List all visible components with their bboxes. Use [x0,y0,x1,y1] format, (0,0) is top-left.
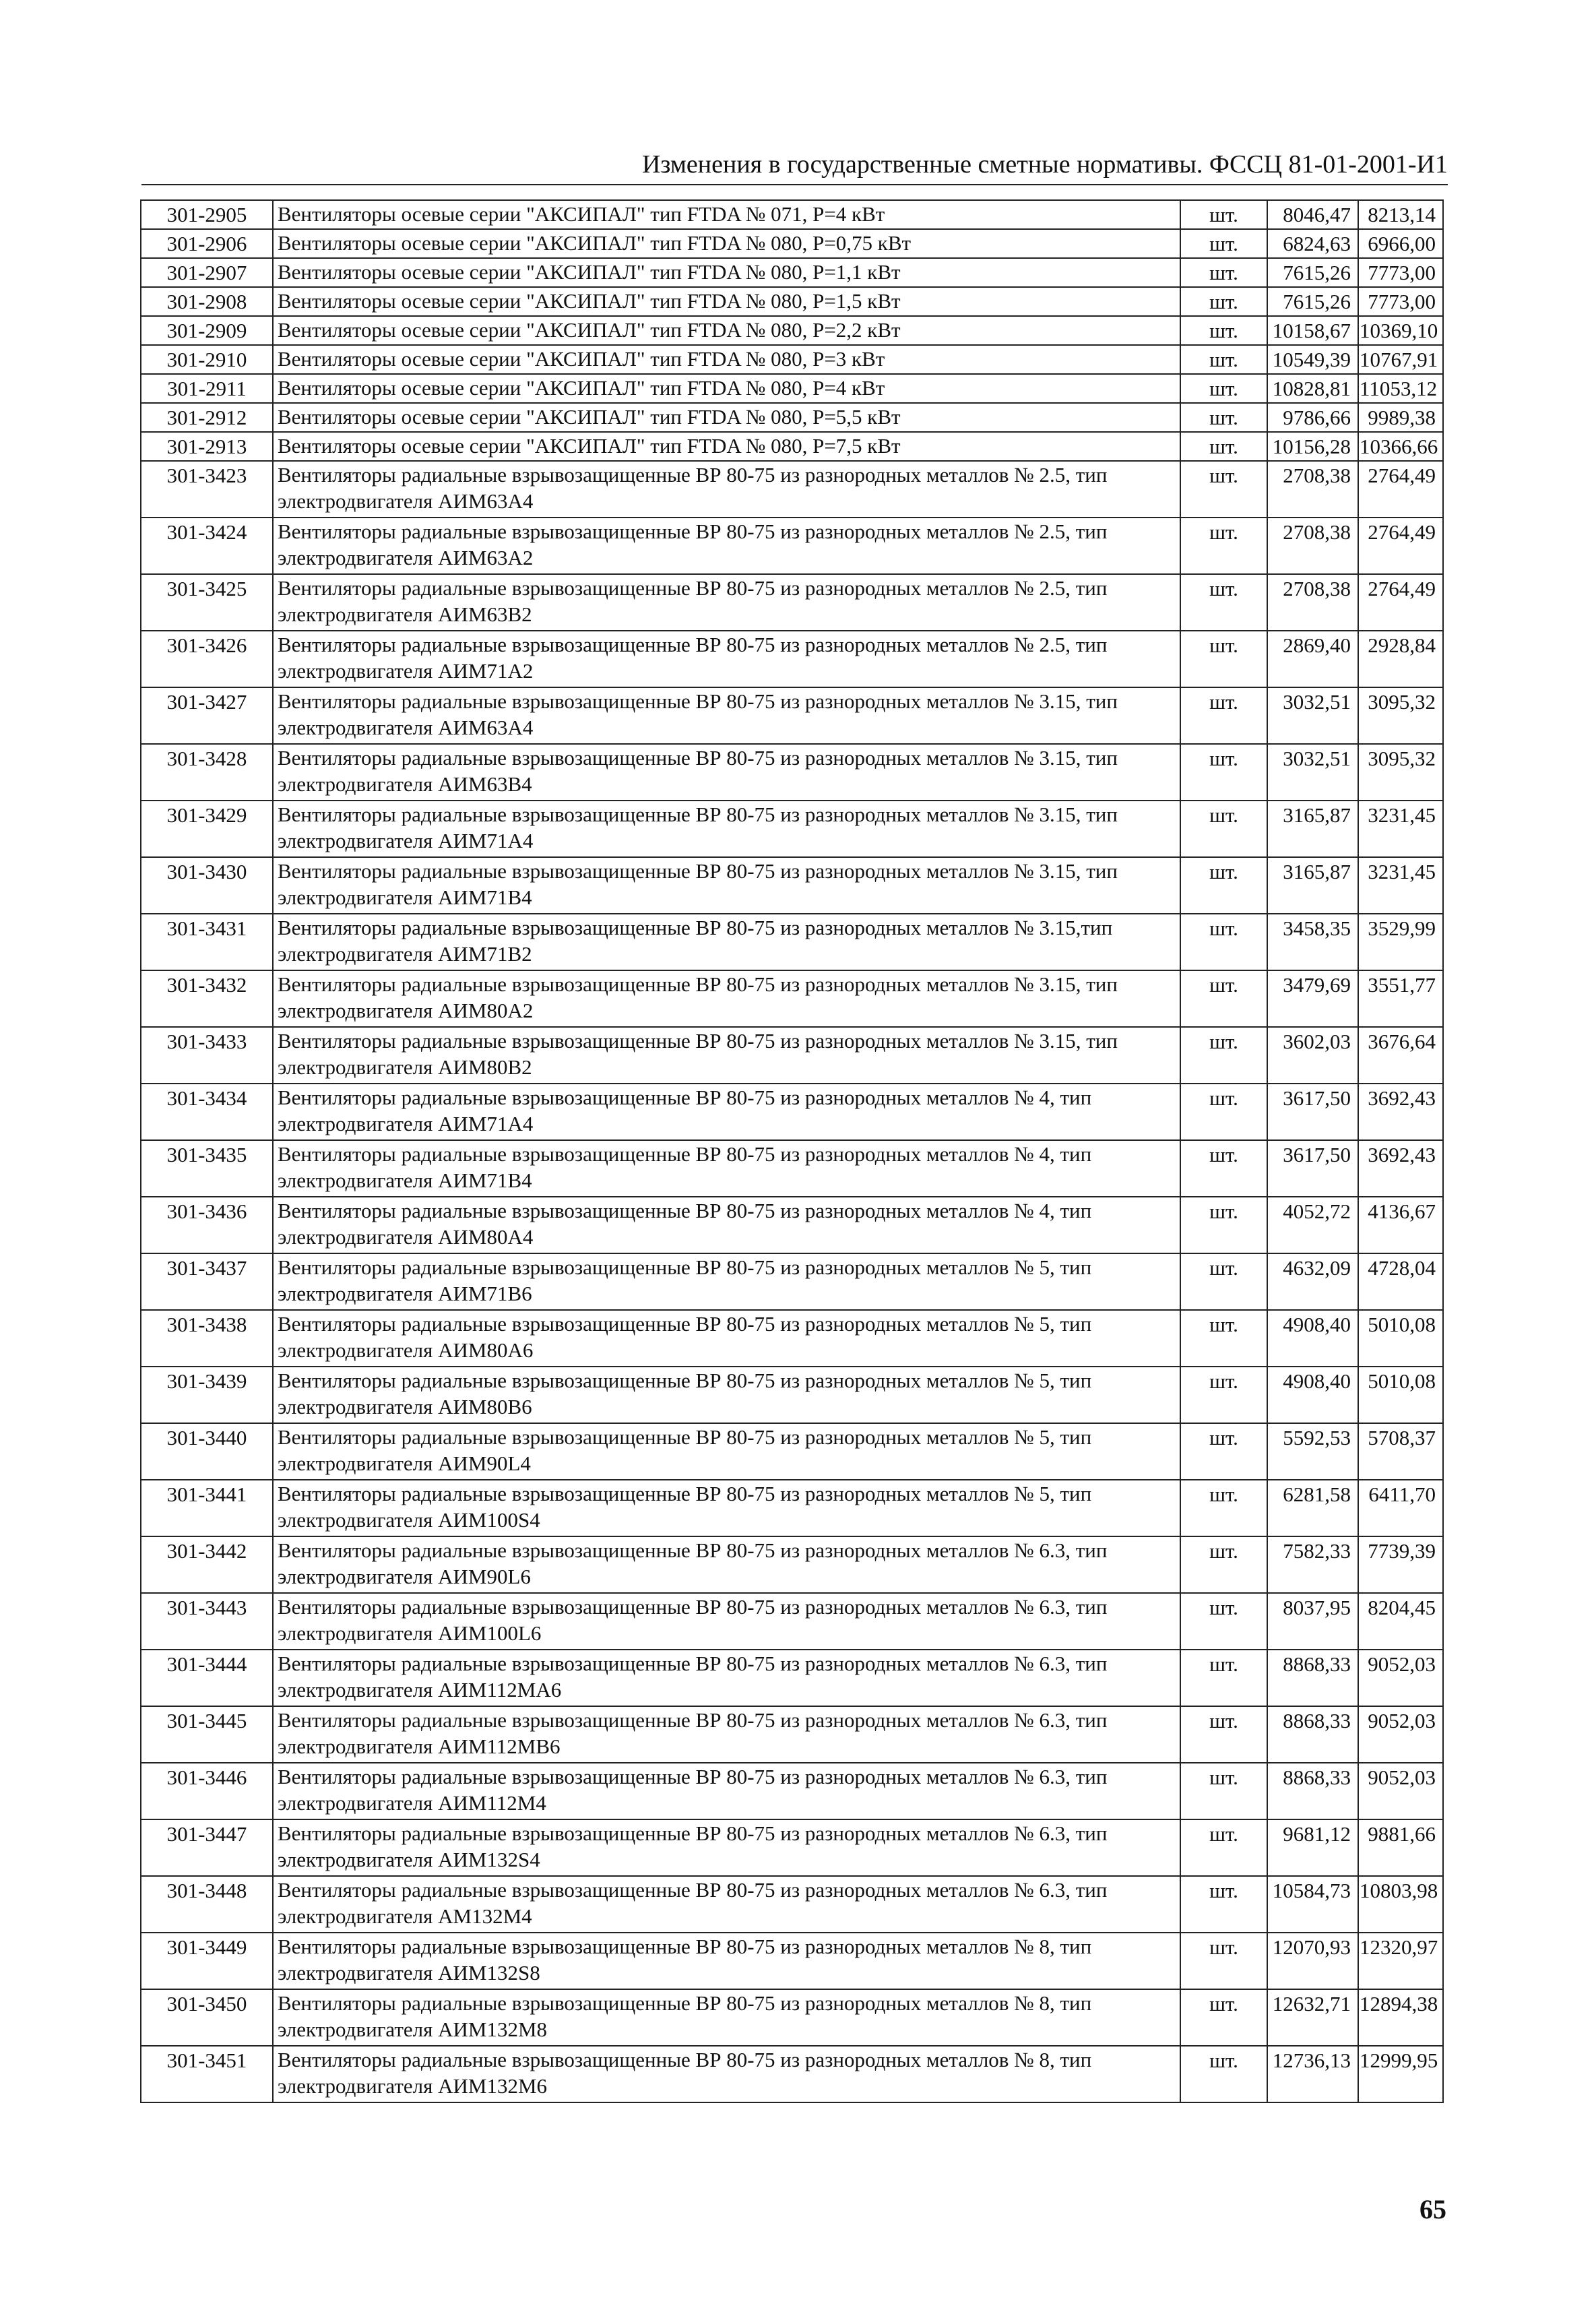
resource-name-cell: Вентиляторы радиальные взрывозащищенные ВР 80-75 из разнородных металлов № 6.3, тип электродвигателя АИМ132S4 [273,1819,1180,1876]
price-cell: 3095,32 [1358,744,1443,801]
price-cell: 9052,03 [1358,1706,1443,1763]
resource-code-cell: 301-2905 [141,200,273,229]
unit-cell: шт. [1180,631,1267,687]
resource-name-cell: Вентиляторы осевые серии "АКСИПАЛ" тип FTDA № 080, P=2,2 кВт [273,316,1180,345]
table-row [141,345,1443,374]
resource-name-cell: Вентиляторы радиальные взрывозащищенные ВР 80-75 из разнородных металлов № 6.3, тип электродвигателя АИМ112МВ6 [273,1706,1180,1763]
table-row [141,287,1443,316]
resource-name-cell: Вентиляторы радиальные взрывозащищенные ВР 80-75 из разнородных металлов № 3.15, тип электродвигателя АИМ80А2 [273,970,1180,1027]
unit-cell: шт. [1180,1310,1267,1367]
unit-cell: шт. [1180,374,1267,403]
unit-cell: шт. [1180,229,1267,258]
resource-code-cell: 301-3449 [141,1933,273,1989]
price-cell: 10156,28 [1267,432,1358,461]
table-row [141,1140,1443,1197]
resource-code-cell: 301-3432 [141,970,273,1027]
resource-name-cell: Вентиляторы осевые серии "АКСИПАЛ" тип FTDA № 071, P=4 кВт [273,200,1180,229]
price-cell: 12999,95 [1358,2046,1443,2102]
price-cell: 10767,91 [1358,345,1443,374]
unit-cell: шт. [1180,1650,1267,1706]
price-cell: 8213,14 [1358,200,1443,229]
resource-code-cell: 301-3433 [141,1027,273,1084]
price-cell: 4728,04 [1358,1253,1443,1310]
resource-code-cell: 301-3443 [141,1593,273,1650]
price-cell: 3617,50 [1267,1084,1358,1140]
table-row [141,1876,1443,1933]
price-cell: 2764,49 [1358,574,1443,631]
price-table-body [141,200,1443,2102]
price-cell: 9786,66 [1267,403,1358,432]
table-row [141,1027,1443,1084]
table-row [141,1084,1443,1140]
resource-name-cell: Вентиляторы радиальные взрывозащищенные ВР 80-75 из разнородных металлов № 5, тип электродвигателя АИМ80В6 [273,1367,1180,1423]
table-row [141,970,1443,1027]
resource-name-cell: Вентиляторы осевые серии "АКСИПАЛ" тип FTDA № 080, P=5,5 кВт [273,403,1180,432]
resource-name-cell: Вентиляторы радиальные взрывозащищенные ВР 80-75 из разнородных металлов № 5, тип электродвигателя АИМ100S4 [273,1480,1180,1536]
unit-cell: шт. [1180,801,1267,857]
price-cell: 6411,70 [1358,1480,1443,1536]
table-row [141,1763,1443,1819]
table-row [141,1480,1443,1536]
price-cell: 10158,67 [1267,316,1358,345]
price-cell: 12632,71 [1267,1989,1358,2046]
resource-code-cell: 301-3451 [141,2046,273,2102]
price-cell: 3617,50 [1267,1140,1358,1197]
resource-code-cell: 301-3445 [141,1706,273,1763]
table-row [141,461,1443,518]
price-cell: 5010,08 [1358,1367,1443,1423]
price-cell: 4136,67 [1358,1197,1443,1253]
unit-cell: шт. [1180,1027,1267,1084]
price-cell: 3165,87 [1267,857,1358,914]
price-cell: 11053,12 [1358,374,1443,403]
price-cell: 7773,00 [1358,258,1443,287]
price-cell: 2928,84 [1358,631,1443,687]
price-cell: 2869,40 [1267,631,1358,687]
price-cell: 9881,66 [1358,1819,1443,1876]
price-cell: 5010,08 [1358,1310,1443,1367]
resource-name-cell: Вентиляторы радиальные взрывозащищенные ВР 80-75 из разнородных металлов № 8, тип электродвигателя АИМ132М6 [273,2046,1180,2102]
unit-cell: шт. [1180,2046,1267,2102]
resource-name-cell: Вентиляторы радиальные взрывозащищенные ВР 80-75 из разнородных металлов № 2.5, тип электродвигателя АИМ63А4 [273,461,1180,518]
resource-name-cell: Вентиляторы радиальные взрывозащищенные ВР 80-75 из разнородных металлов № 4, тип электродвигателя АИМ71В4 [273,1140,1180,1197]
price-cell: 10366,66 [1358,432,1443,461]
unit-cell: шт. [1180,687,1267,744]
resource-code-cell: 301-2907 [141,258,273,287]
unit-cell: шт. [1180,1084,1267,1140]
price-cell: 12070,93 [1267,1933,1358,1989]
table-row [141,432,1443,461]
price-cell: 12894,38 [1358,1989,1443,2046]
unit-cell: шт. [1180,403,1267,432]
unit-cell: шт. [1180,461,1267,518]
table-row [141,1197,1443,1253]
price-cell: 7773,00 [1358,287,1443,316]
price-cell: 6281,58 [1267,1480,1358,1536]
price-cell: 2764,49 [1358,461,1443,518]
resource-code-cell: 301-3441 [141,1480,273,1536]
price-cell: 10828,81 [1267,374,1358,403]
resource-name-cell: Вентиляторы радиальные взрывозащищенные ВР 80-75 из разнородных металлов № 6.3, тип электродвигателя АИМ112М4 [273,1763,1180,1819]
resource-code-cell: 301-3447 [141,1819,273,1876]
resource-name-cell: Вентиляторы осевые серии "АКСИПАЛ" тип FTDA № 080, P=1,5 кВт [273,287,1180,316]
unit-cell: шт. [1180,287,1267,316]
unit-cell: шт. [1180,1763,1267,1819]
resource-code-cell: 301-3429 [141,801,273,857]
table-row [141,1989,1443,2046]
table-row [141,374,1443,403]
price-cell: 3529,99 [1358,914,1443,970]
resource-code-cell: 301-3428 [141,744,273,801]
price-cell: 3231,45 [1358,801,1443,857]
price-cell: 7615,26 [1267,287,1358,316]
resource-code-cell: 301-3440 [141,1423,273,1480]
resource-code-cell: 301-3439 [141,1367,273,1423]
resource-name-cell: Вентиляторы радиальные взрывозащищенные ВР 80-75 из разнородных металлов № 5, тип электродвигателя АИМ90L4 [273,1423,1180,1480]
unit-cell: шт. [1180,970,1267,1027]
resource-name-cell: Вентиляторы радиальные взрывозащищенные ВР 80-75 из разнородных металлов № 2.5, тип электродвигателя АИМ63А2 [273,518,1180,574]
unit-cell: шт. [1180,1876,1267,1933]
price-cell: 9989,38 [1358,403,1443,432]
unit-cell: шт. [1180,258,1267,287]
price-cell: 9052,03 [1358,1763,1443,1819]
table-row [141,1536,1443,1593]
price-cell: 3551,77 [1358,970,1443,1027]
resource-name-cell: Вентиляторы осевые серии "АКСИПАЛ" тип FTDA № 080, P=3 кВт [273,345,1180,374]
unit-cell: шт. [1180,1197,1267,1253]
price-cell: 7615,26 [1267,258,1358,287]
resource-name-cell: Вентиляторы радиальные взрывозащищенные ВР 80-75 из разнородных металлов № 3.15, тип электродвигателя АИМ63А4 [273,687,1180,744]
table-row [141,801,1443,857]
price-cell: 10584,73 [1267,1876,1358,1933]
resource-code-cell: 301-3423 [141,461,273,518]
unit-cell: шт. [1180,1480,1267,1536]
resource-code-cell: 301-3442 [141,1536,273,1593]
page-number: 65 [1419,2194,1446,2224]
resource-name-cell: Вентиляторы радиальные взрывозащищенные ВР 80-75 из разнородных металлов № 3.15, тип электродвигателя АИМ71А4 [273,801,1180,857]
price-cell: 12320,97 [1358,1933,1443,1989]
resource-code-cell: 301-3434 [141,1084,273,1140]
resource-name-cell: Вентиляторы радиальные взрывозащищенные ВР 80-75 из разнородных металлов № 4, тип электродвигателя АИМ71А4 [273,1084,1180,1140]
resource-name-cell: Вентиляторы радиальные взрывозащищенные ВР 80-75 из разнородных металлов № 8, тип электродвигателя АИМ132S8 [273,1933,1180,1989]
price-cell: 2764,49 [1358,518,1443,574]
resource-code-cell: 301-3425 [141,574,273,631]
table-row [141,200,1443,229]
table-row [141,744,1443,801]
unit-cell: шт. [1180,432,1267,461]
price-cell: 4908,40 [1267,1367,1358,1423]
price-cell: 5592,53 [1267,1423,1358,1480]
resource-name-cell: Вентиляторы радиальные взрывозащищенные ВР 80-75 из разнородных металлов № 3.15, тип электродвигателя АИМ63В4 [273,744,1180,801]
price-cell: 6824,63 [1267,229,1358,258]
table-row [141,1367,1443,1423]
resource-code-cell: 301-3444 [141,1650,273,1706]
price-cell: 3458,35 [1267,914,1358,970]
unit-cell: шт. [1180,345,1267,374]
resource-name-cell: Вентиляторы осевые серии "АКСИПАЛ" тип FTDA № 080, P=0,75 кВт [273,229,1180,258]
price-cell: 8204,45 [1358,1593,1443,1650]
price-cell: 3692,43 [1358,1140,1443,1197]
price-cell: 10369,10 [1358,316,1443,345]
resource-name-cell: Вентиляторы радиальные взрывозащищенные ВР 80-75 из разнородных металлов № 6.3, тип электродвигателя АИМ112МА6 [273,1650,1180,1706]
resource-code-cell: 301-3436 [141,1197,273,1253]
resource-code-cell: 301-2906 [141,229,273,258]
resource-name-cell: Вентиляторы радиальные взрывозащищенные ВР 80-75 из разнородных металлов № 3.15, тип электродвигателя АИМ80В2 [273,1027,1180,1084]
resource-name-cell: Вентиляторы радиальные взрывозащищенные ВР 80-75 из разнородных металлов № 2.5, тип электродвигателя АИМ71А2 [273,631,1180,687]
price-cell: 2708,38 [1267,574,1358,631]
price-cell: 12736,13 [1267,2046,1358,2102]
price-table [140,199,1444,2103]
table-row [141,574,1443,631]
price-cell: 8037,95 [1267,1593,1358,1650]
price-cell: 9052,03 [1358,1650,1443,1706]
table-row [141,518,1443,574]
price-cell: 3165,87 [1267,801,1358,857]
price-cell: 8046,47 [1267,200,1358,229]
price-cell: 8868,33 [1267,1650,1358,1706]
resource-code-cell: 301-3446 [141,1763,273,1819]
resource-name-cell: Вентиляторы радиальные взрывозащищенные ВР 80-75 из разнородных металлов № 5, тип электродвигателя АИМ80А6 [273,1310,1180,1367]
price-cell: 2708,38 [1267,518,1358,574]
price-cell: 3032,51 [1267,744,1358,801]
price-cell: 9681,12 [1267,1819,1358,1876]
resource-code-cell: 301-3427 [141,687,273,744]
resource-code-cell: 301-3448 [141,1876,273,1933]
price-cell: 3231,45 [1358,857,1443,914]
table-row [141,1593,1443,1650]
price-cell: 3095,32 [1358,687,1443,744]
resource-code-cell: 301-3437 [141,1253,273,1310]
resource-name-cell: Вентиляторы радиальные взрывозащищенные ВР 80-75 из разнородных металлов № 6.3, тип электродвигателя АИМ100L6 [273,1593,1180,1650]
resource-code-cell: 301-3435 [141,1140,273,1197]
table-row [141,316,1443,345]
resource-name-cell: Вентиляторы радиальные взрывозащищенные ВР 80-75 из разнородных металлов № 2.5, тип электродвигателя АИМ63В2 [273,574,1180,631]
page-header: Изменения в государственные сметные нормативы. ФССЦ 81-01-2001-И1 [141,145,1448,185]
resource-name-cell: Вентиляторы осевые серии "АКСИПАЛ" тип FTDA № 080, P=1,1 кВт [273,258,1180,287]
table-row [141,258,1443,287]
resource-code-cell: 301-2909 [141,316,273,345]
price-cell: 5708,37 [1358,1423,1443,1480]
unit-cell: шт. [1180,744,1267,801]
table-row [141,687,1443,744]
price-cell: 7582,33 [1267,1536,1358,1593]
resource-code-cell: 301-2908 [141,287,273,316]
resource-code-cell: 301-2911 [141,374,273,403]
price-cell: 3692,43 [1358,1084,1443,1140]
table-row [141,403,1443,432]
price-cell: 3602,03 [1267,1027,1358,1084]
resource-code-cell: 301-3430 [141,857,273,914]
unit-cell: шт. [1180,1367,1267,1423]
price-cell: 10549,39 [1267,345,1358,374]
table-row [141,1706,1443,1763]
table-row [141,229,1443,258]
table-row [141,1933,1443,1989]
price-cell: 4052,72 [1267,1197,1358,1253]
resource-name-cell: Вентиляторы осевые серии "АКСИПАЛ" тип FTDA № 080, P=4 кВт [273,374,1180,403]
table-row [141,631,1443,687]
table-row [141,2046,1443,2102]
resource-code-cell: 301-3424 [141,518,273,574]
resource-name-cell: Вентиляторы радиальные взрывозащищенные ВР 80-75 из разнородных металлов № 8, тип электродвигателя АИМ132М8 [273,1989,1180,2046]
table-row [141,857,1443,914]
table-row [141,1423,1443,1480]
resource-name-cell: Вентиляторы радиальные взрывозащищенные ВР 80-75 из разнородных металлов № 4, тип электродвигателя АИМ80А4 [273,1197,1180,1253]
unit-cell: шт. [1180,857,1267,914]
resource-code-cell: 301-2913 [141,432,273,461]
unit-cell: шт. [1180,1536,1267,1593]
price-cell: 3032,51 [1267,687,1358,744]
unit-cell: шт. [1180,574,1267,631]
unit-cell: шт. [1180,200,1267,229]
unit-cell: шт. [1180,1253,1267,1310]
unit-cell: шт. [1180,1989,1267,2046]
unit-cell: шт. [1180,1423,1267,1480]
table-row [141,914,1443,970]
price-cell: 6966,00 [1358,229,1443,258]
price-cell: 8868,33 [1267,1706,1358,1763]
unit-cell: шт. [1180,914,1267,970]
resource-code-cell: 301-3450 [141,1989,273,2046]
price-cell: 4632,09 [1267,1253,1358,1310]
unit-cell: шт. [1180,1140,1267,1197]
resource-name-cell: Вентиляторы радиальные взрывозащищенные ВР 80-75 из разнородных металлов № 6.3, тип электродвигателя АМ132М4 [273,1876,1180,1933]
resource-name-cell: Вентиляторы радиальные взрывозащищенные ВР 80-75 из разнородных металлов № 3.15, тип электродвигателя АИМ71В4 [273,857,1180,914]
unit-cell: шт. [1180,316,1267,345]
unit-cell: шт. [1180,1593,1267,1650]
table-row [141,1650,1443,1706]
price-cell: 2708,38 [1267,461,1358,518]
unit-cell: шт. [1180,1819,1267,1876]
resource-code-cell: 301-3431 [141,914,273,970]
resource-name-cell: Вентиляторы радиальные взрывозащищенные ВР 80-75 из разнородных металлов № 6.3, тип электродвигателя АИМ90L6 [273,1536,1180,1593]
price-cell: 3676,64 [1358,1027,1443,1084]
price-cell: 3479,69 [1267,970,1358,1027]
table-row [141,1310,1443,1367]
resource-code-cell: 301-3438 [141,1310,273,1367]
resource-code-cell: 301-3426 [141,631,273,687]
resource-code-cell: 301-2910 [141,345,273,374]
table-row [141,1819,1443,1876]
resource-name-cell: Вентиляторы радиальные взрывозащищенные ВР 80-75 из разнородных металлов № 5, тип электродвигателя АИМ71В6 [273,1253,1180,1310]
resource-code-cell: 301-2912 [141,403,273,432]
price-cell: 10803,98 [1358,1876,1443,1933]
resource-name-cell: Вентиляторы радиальные взрывозащищенные ВР 80-75 из разнородных металлов № 3.15,тип электродвигателя АИМ71В2 [273,914,1180,970]
resource-name-cell: Вентиляторы осевые серии "АКСИПАЛ" тип FTDA № 080, P=7,5 кВт [273,432,1180,461]
unit-cell: шт. [1180,1933,1267,1989]
unit-cell: шт. [1180,518,1267,574]
price-cell: 8868,33 [1267,1763,1358,1819]
table-row [141,1253,1443,1310]
price-cell: 4908,40 [1267,1310,1358,1367]
price-cell: 7739,39 [1358,1536,1443,1593]
unit-cell: шт. [1180,1706,1267,1763]
